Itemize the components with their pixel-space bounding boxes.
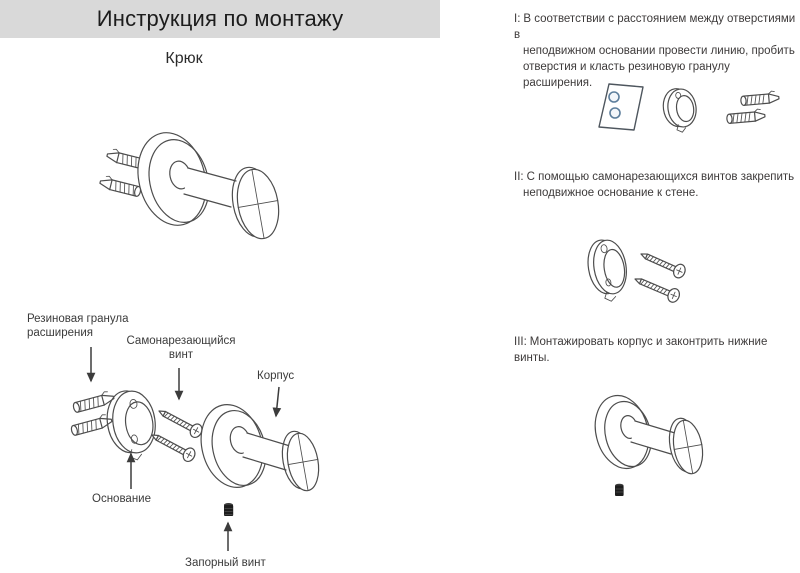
step-text-line: В соответствии с расстоянием между отверстиями в	[514, 13, 796, 41]
step-1-instruction	[514, 11, 800, 91]
hook-body-drawing	[193, 398, 323, 494]
label-rubber-plug: Резиновая гранула расширения	[27, 313, 129, 339]
drill-hole	[609, 92, 619, 102]
hook-body-drawing	[129, 125, 284, 242]
step-text-line: Монтажировать корпус и законтрить нижние винты.	[514, 336, 768, 364]
label-base: Основание	[92, 493, 151, 505]
step-3-instruction	[514, 334, 800, 366]
product-name: Крюк	[165, 50, 203, 67]
label-lock-screw: Запорный винт	[185, 557, 266, 569]
screw-drawing	[632, 248, 687, 304]
base-ring-drawing	[661, 86, 699, 134]
wall-plug-drawing	[726, 91, 779, 124]
step-2-instruction	[514, 169, 800, 201]
step-2-illustration	[585, 225, 735, 325]
step-number: II:	[514, 171, 524, 183]
step-number: III:	[514, 336, 527, 348]
step-text-line: С помощью самонарезающихся винтов закрепить	[526, 171, 795, 183]
label-self-tapping-screw: Самонарезающийся винт	[126, 335, 236, 361]
header-band	[0, 0, 440, 38]
base-ring-drawing	[584, 237, 631, 304]
label-body: Корпус	[257, 370, 295, 382]
step-text-line: неподвижное основание к стене.	[523, 187, 699, 199]
lock-screw-drawing	[615, 484, 624, 496]
step-number: I:	[514, 13, 521, 25]
step-1-illustration	[585, 80, 785, 140]
step-3-illustration	[585, 388, 755, 513]
lock-screw-drawing	[224, 503, 233, 516]
exploded-diagram	[0, 300, 400, 573]
screw-drawing	[149, 405, 205, 464]
hook-body-drawing	[588, 390, 707, 476]
assembled-hook-drawing	[100, 126, 295, 251]
step-text-line: отверстия и класть резиновую гранулу расширения.	[523, 61, 730, 89]
wall-card-drawing	[599, 84, 643, 130]
drill-hole	[610, 108, 620, 118]
page-title: Инструкция по монтажу	[96, 6, 344, 31]
step-text-line: неподвижном основании провести линию, пробить	[523, 45, 795, 57]
